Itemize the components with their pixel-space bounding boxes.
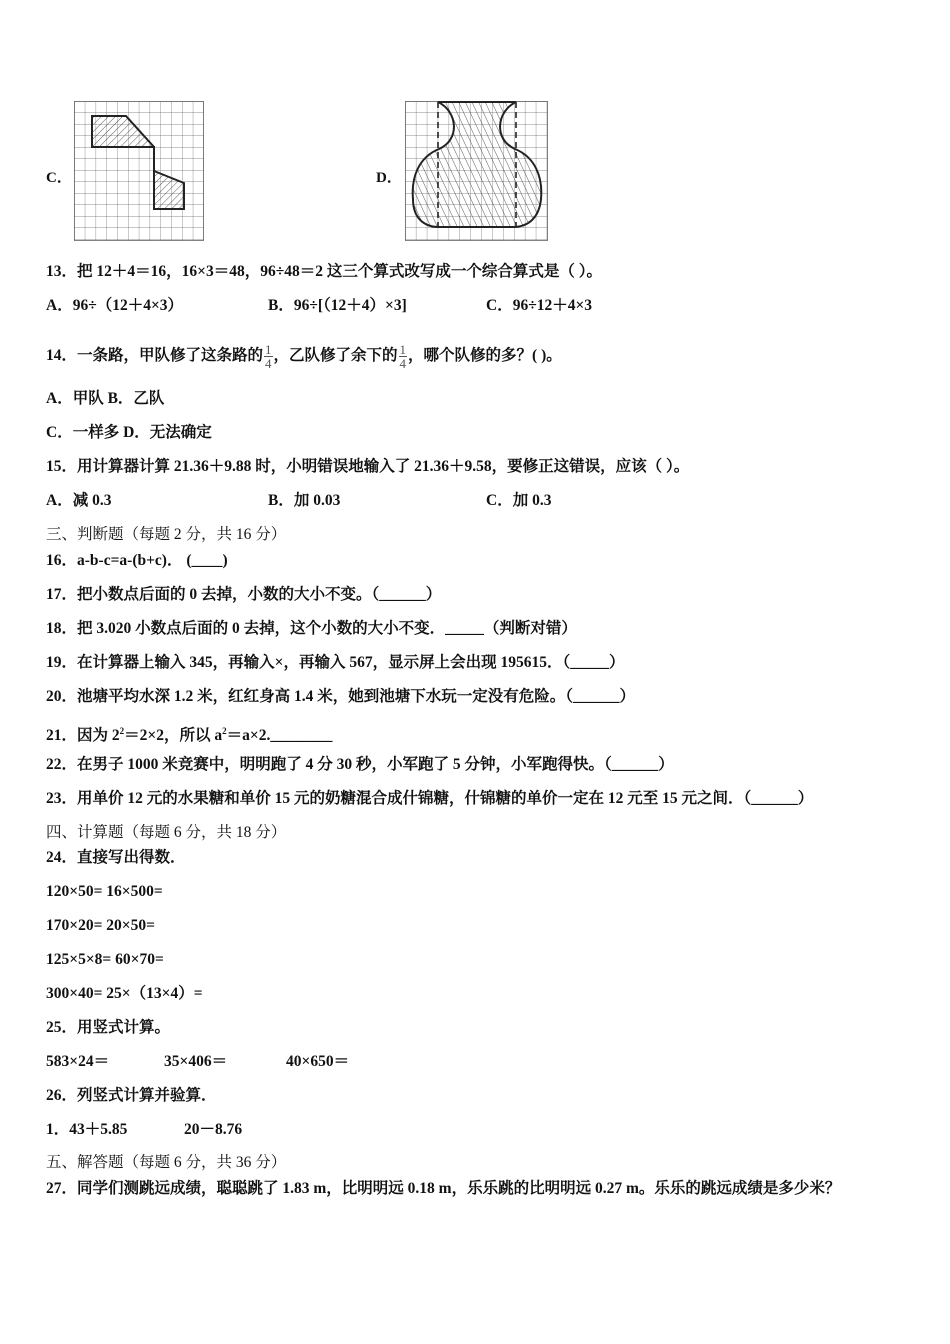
q13-option-c: C．96÷12＋4×3 xyxy=(486,297,593,314)
question-13: 13．把 12＋4＝16，16×3＝48，96÷48＝2 这三个算式改写成一个综合算式是（ ）。 xyxy=(46,263,602,280)
question-18: 18．把 3.020 小数点后面的 0 去掉，这个小数的大小不变．_____（判断对错） xyxy=(46,620,577,637)
question-24-title: 24．直接写出得数． xyxy=(46,849,186,866)
question-27: 27．同学们测跳远成绩，聪聪跳了 1.83 m，比明明远 0.18 m，乐乐跳的比明明远 0.27 m。乐乐的跳远成绩是多少米？ xyxy=(46,1180,841,1197)
fraction-one-quarter: $\frac{1}{4}$ xyxy=(399,342,407,371)
option-d-label: D． xyxy=(376,170,402,186)
q24-row-3: 125×5×8= 60×70= xyxy=(46,951,164,968)
question-14: 14．一条路，甲队修了这条路的 $\frac{1}{4}$ ，乙队修了余下的 $\frac{1}{4}$ ，哪个队修的多？( )。 xyxy=(46,342,562,371)
option-c-label: C． xyxy=(46,170,72,186)
section-3-heading: 三、判断题（每题 2 分，共 16 分） xyxy=(46,526,287,543)
figure-d-grid xyxy=(405,101,548,241)
question-26-title: 26．列竖式计算并验算． xyxy=(46,1087,217,1104)
section-5-heading: 五、解答题（每题 6 分，共 36 分） xyxy=(46,1154,287,1171)
question-21: 21．因为 $2^2=2\times 2$，所以 $a^2=a\times 2.\_\_\_\_\_\_\_\_$ xyxy=(46,726,333,745)
q25-item-a: 583×24＝ xyxy=(46,1053,110,1070)
question-20: 20．池塘平均水深 1.2 米，红红身高 1.4 米，她到池塘下水玩一定没有危险。（______） xyxy=(46,688,636,705)
q15-option-c: C．加 0.3 xyxy=(486,492,552,509)
q13-option-b: B．96÷[（12＋4）×3] xyxy=(268,297,407,314)
q25-item-c: 40×650＝ xyxy=(286,1053,350,1070)
question-22: 22．在男子 1000 米竞赛中，明明跑了 4 分 30 秒，小军跑了 5 分钟，小军跑得快。（______） xyxy=(46,756,674,773)
section-4-heading: 四、计算题（每题 6 分，共 18 分） xyxy=(46,824,287,841)
q15-option-a: A．减 0.3 xyxy=(46,492,112,509)
q14-options-ab: A．甲队 B．乙队 xyxy=(46,390,165,407)
q24-row-4: 300×40= 25×（13×4）= xyxy=(46,985,203,1002)
figure-c-grid xyxy=(74,101,204,241)
question-16: 16．a-b-c=a-(b+c)． (____) xyxy=(46,552,228,569)
fraction-one-quarter: $\frac{1}{4}$ xyxy=(265,342,272,371)
q26-item-a: 1．43＋5.85 xyxy=(46,1121,128,1138)
q15-option-b: B．加 0.03 xyxy=(268,492,341,509)
q24-row-2: 170×20= 20×50= xyxy=(46,917,155,934)
q24-row-1: 120×50= 16×500= xyxy=(46,883,163,900)
q13-option-a: A．96÷（12＋4×3） xyxy=(46,297,184,314)
question-19: 19．在计算器上输入 345，再输入×，再输入 567，显示屏上会出现 195615．（_____） xyxy=(46,654,625,671)
question-15: 15．用计算器计算 21.36＋9.88 时，小明错误地输入了 21.36＋9.58，要修正这错误，应该（ ）。 xyxy=(46,458,690,475)
question-25-title: 25．用竖式计算。 xyxy=(46,1019,171,1036)
q25-item-b: 35×406＝ xyxy=(164,1053,228,1070)
q14-options-cd: C．一样多 D．无法确定 xyxy=(46,424,212,441)
question-17: 17．把小数点后面的 0 去掉，小数的大小不变。（______） xyxy=(46,586,442,603)
question-23: 23．用单价 12 元的水果糖和单价 15 元的奶糖混合成什锦糖，什锦糖的单价一定在 12 元至 15 元之间．（______） xyxy=(46,790,814,807)
q26-item-b: 20－8.76 xyxy=(184,1121,243,1138)
